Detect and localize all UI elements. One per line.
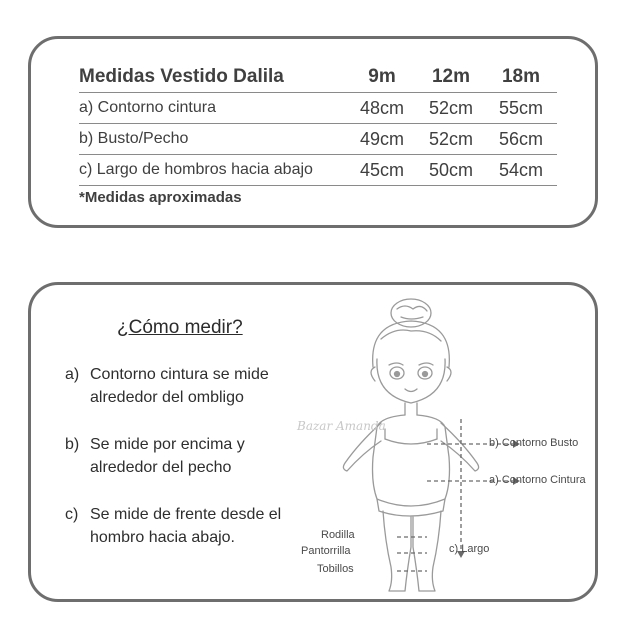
table-header-row <box>79 62 557 93</box>
column-header-12m: 12m <box>417 62 485 93</box>
bust-label: b) Contorno Busto <box>489 437 579 449</box>
row-label: a) Contorno cintura <box>79 93 347 124</box>
watermark-text: Bazar Amanda <box>297 419 386 433</box>
cell-value: 45cm <box>347 155 417 186</box>
knee-label: Rodilla <box>321 529 355 541</box>
approximate-note: *Medidas aproximadas <box>79 189 242 206</box>
how-to-measure-title: ¿Cómo medir? <box>117 317 243 338</box>
column-header-9m: 9m <box>347 62 417 93</box>
step-text: Contorno cintura se mide alrededor del ombligo <box>90 366 269 406</box>
cell-value: 52cm <box>417 124 485 155</box>
calf-label: Pantorrilla <box>301 545 351 557</box>
row-label: c) Largo de hombros hacia abajo <box>79 155 347 186</box>
cell-value: 54cm <box>485 155 557 186</box>
cell-value: 48cm <box>347 93 417 124</box>
cell-value: 55cm <box>485 93 557 124</box>
ankle-label: Tobillos <box>317 563 354 575</box>
row-label: b) Busto/Pecho <box>79 124 347 155</box>
cell-value: 52cm <box>417 93 485 124</box>
size-table <box>79 62 557 186</box>
size-chart-panel <box>28 36 598 228</box>
waist-label: a) Contorno Cintura <box>489 474 586 486</box>
length-label: c) Largo <box>449 543 490 555</box>
step-letter: b) <box>65 436 80 453</box>
cell-value: 56cm <box>485 124 557 155</box>
cell-value: 49cm <box>347 124 417 155</box>
table-row <box>79 155 557 186</box>
step-letter: c) <box>65 506 79 523</box>
step-letter: a) <box>65 366 80 383</box>
column-header-18m: 18m <box>485 62 557 93</box>
step-text: Se mide de frente desde el hombro hacia abajo. <box>90 506 282 546</box>
cell-value: 50cm <box>417 155 485 186</box>
table-row <box>79 124 557 155</box>
table-title: Medidas Vestido Dalila <box>79 62 347 93</box>
step-text: Se mide por encima y alrededor del pecho <box>90 436 245 476</box>
table-row <box>79 93 557 124</box>
how-to-measure-panel <box>28 282 598 602</box>
